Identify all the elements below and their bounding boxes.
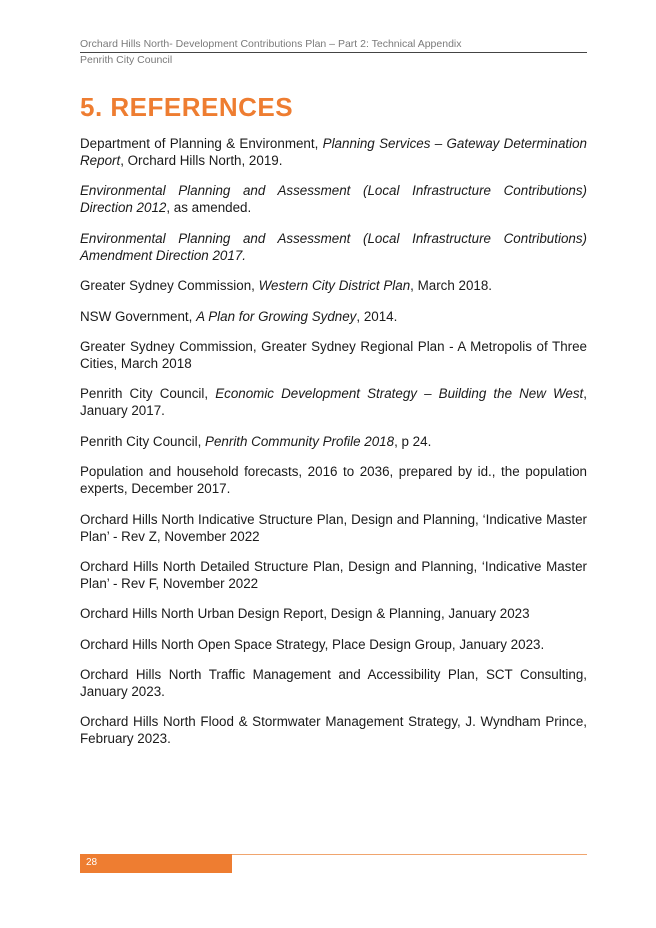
reference-title: Economic Development Strategy – Building the New West xyxy=(215,386,584,402)
section-heading: 5. REFERENCES xyxy=(80,92,294,122)
page-number: 28 xyxy=(86,857,98,868)
page-header xyxy=(80,38,587,67)
reference-item xyxy=(80,605,587,622)
reference-item xyxy=(80,385,587,419)
reference-text: Greater Sydney Commission, Greater Sydney Regional Plan - A Metropolis of Three Cities, March 2018 xyxy=(80,338,587,371)
reference-text: , January 2017. xyxy=(80,386,588,419)
reference-text: NSW Government, xyxy=(80,308,197,324)
reference-text: , p 24. xyxy=(394,433,432,449)
reference-text: Orchard Hills North Traffic Management and Accessibility Plan, SCT Consulting, January 2023. xyxy=(80,667,587,700)
reference-item xyxy=(80,713,587,747)
reference-item xyxy=(80,230,587,264)
reference-item xyxy=(80,666,587,700)
reference-text: , March 2018. xyxy=(410,278,493,294)
reference-item xyxy=(80,135,587,169)
reference-item xyxy=(80,182,587,216)
organization-name: Penrith City Council xyxy=(80,54,173,66)
reference-text: , Orchard Hills North, 2019. xyxy=(120,153,283,168)
page-number-box xyxy=(80,854,232,873)
reference-title: Environmental Planning and Assessment (Local Infrastructure Contributions) Amendment Direction 2017. xyxy=(80,230,587,263)
reference-title: A Plan for Growing Sydney xyxy=(196,308,357,324)
reference-text: Penrith City Council, xyxy=(80,386,216,402)
reference-title: Western City District Plan xyxy=(258,278,411,294)
reference-text: Department of Planning & Environment, xyxy=(80,136,323,151)
reference-item xyxy=(80,636,587,653)
reference-text: Orchard Hills North Detailed Structure Plan, Design and Planning, ‘Indicative Master Plan’ - Rev F, November 2022 xyxy=(80,558,587,591)
reference-text: Greater Sydney Commission, xyxy=(80,278,259,294)
document-title: Orchard Hills North- Development Contributions Plan – Part 2: Technical Appendix xyxy=(80,38,462,50)
reference-title: Environmental Planning and Assessment (Local Infrastructure Contributions) Direction 2012 xyxy=(80,183,587,216)
reference-text: , 2014. xyxy=(356,308,398,324)
reference-text: Penrith City Council, xyxy=(80,433,206,449)
reference-title: Planning Services – Gateway Determination Report xyxy=(80,136,588,168)
reference-item xyxy=(80,277,587,294)
references-list xyxy=(80,135,587,761)
reference-text: Orchard Hills North Indicative Structure Plan, Design and Planning, ‘Indicative Master Plan’ - Rev Z, November 2022 xyxy=(80,511,587,544)
reference-item xyxy=(80,308,587,325)
reference-item xyxy=(80,463,587,497)
reference-text: Orchard Hills North Open Space Strategy, Place Design Group, January 2023. xyxy=(80,636,545,652)
reference-text: Orchard Hills North Urban Design Report, Design & Planning, January 2023 xyxy=(80,606,530,622)
reference-text: Orchard Hills North Flood & Stormwater Management Strategy, J. Wyndham Prince, February 2023. xyxy=(80,714,587,747)
reference-text: Population and household forecasts, 2016 to 2036, prepared by id., the population experts, December 2017. xyxy=(80,464,587,497)
reference-item xyxy=(80,338,587,372)
reference-text: , as amended. xyxy=(166,200,252,216)
reference-item xyxy=(80,433,587,450)
reference-item xyxy=(80,558,587,592)
reference-item xyxy=(80,511,587,545)
reference-title: Penrith Community Profile 2018 xyxy=(205,433,395,449)
